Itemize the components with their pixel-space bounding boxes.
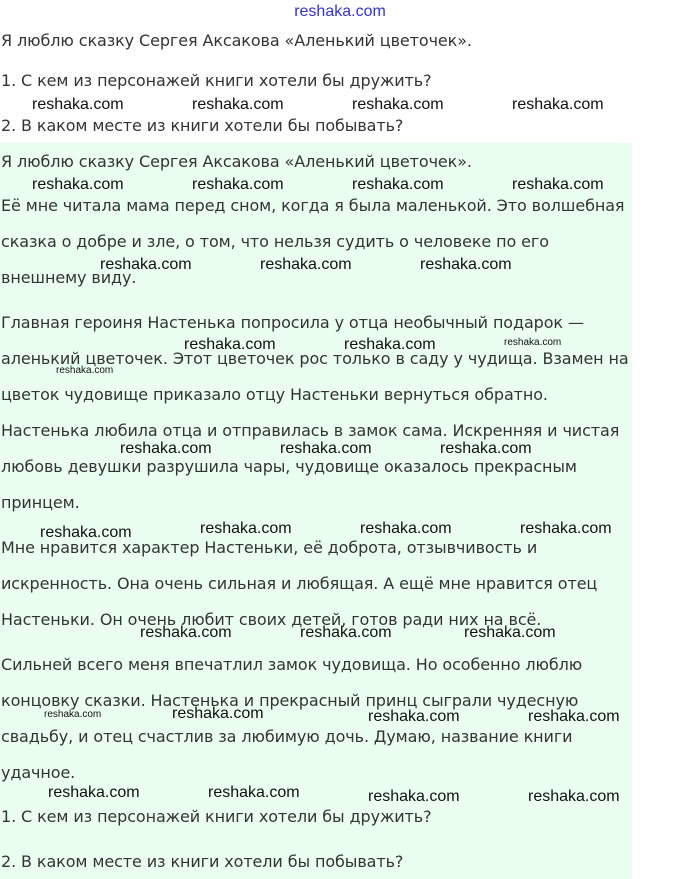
answer-panel <box>0 143 632 879</box>
answer-line: Настеньки. Он очень любит своих детей, готов ради них на всё. <box>1 610 542 629</box>
watermark: reshaka.com <box>100 256 192 273</box>
answer-line: свадьбу, и отец счастлив за любимую дочь. Думаю, название книги <box>1 727 573 746</box>
watermark: reshaka.com <box>528 788 620 805</box>
watermark: reshaka.com <box>352 96 444 113</box>
watermark: reshaka.com <box>464 624 556 641</box>
watermark: reshaka.com <box>352 176 444 193</box>
watermark: reshaka.com <box>512 176 604 193</box>
watermark: reshaka.com <box>368 788 460 805</box>
watermark: reshaka.com <box>344 336 436 353</box>
watermark: reshaka.com <box>44 709 102 720</box>
answer-line: любовь девушки разрушила чары, чудовище оказалось прекрасным <box>1 457 577 476</box>
answer-line: Настенька любила отца и отправилась в замок сама. Искренняя и чистая <box>1 421 620 440</box>
watermark: reshaka.com <box>280 440 372 457</box>
answer-line: аленький цветочек. Этот цветочек рос только в саду у чудища. Взамен на <box>1 349 629 368</box>
answer-line: 2. В каком месте из книги хотели бы побывать? <box>1 852 404 871</box>
task-question-2: 2. В каком месте из книги хотели бы побывать? <box>1 116 404 135</box>
answer-line: внешнему виду. <box>1 268 137 287</box>
watermark: reshaka.com <box>184 336 276 353</box>
answer-line: Я люблю сказку Сергея Аксакова «Аленький цветочек». <box>1 152 472 171</box>
watermark: reshaka.com <box>512 96 604 113</box>
watermark: reshaka.com <box>48 784 140 801</box>
answer-line: сказка о добре и зле, о том, что нельзя судить о человеке по его <box>1 232 549 251</box>
watermark: reshaka.com <box>368 708 460 725</box>
watermark: reshaka.com <box>520 520 612 537</box>
answer-line: принцем. <box>1 493 80 512</box>
watermark: reshaka.com <box>300 624 392 641</box>
watermark: reshaka.com <box>528 708 620 725</box>
answer-line: Главная героиня Настенька попросила у отца необычный подарок — <box>1 313 584 332</box>
watermark: reshaka.com <box>192 176 284 193</box>
watermark: reshaka.com <box>56 365 114 376</box>
answer-line: 1. С кем из персонажей книги хотели бы дружить? <box>1 807 432 826</box>
answer-line: удачное. <box>1 763 76 782</box>
watermark: reshaka.com <box>504 337 562 348</box>
watermark: reshaka.com <box>208 784 300 801</box>
answer-line: Сильней всего меня впечатлил замок чудовища. Но особенно люблю <box>1 655 583 674</box>
watermark: reshaka.com <box>140 624 232 641</box>
watermark: reshaka.com <box>172 705 264 722</box>
task-intro: Я люблю сказку Сергея Аксакова «Аленький цветочек». <box>1 31 472 50</box>
watermark: reshaka.com <box>192 96 284 113</box>
answer-line: Её мне читала мама перед сном, когда я была маленькой. Это волшебная <box>1 196 625 215</box>
watermark: reshaka.com <box>260 256 352 273</box>
watermark: reshaka.com <box>32 176 124 193</box>
answer-line: Мне нравится характер Настеньки, её доброта, отзывчивость и <box>1 538 538 557</box>
answer-line: цветок чудовище приказало отцу Настеньки вернуться обратно. <box>1 385 548 404</box>
site-header-link[interactable]: reshaka.com <box>294 3 386 20</box>
watermark: reshaka.com <box>32 96 124 113</box>
answer-line: искренность. Она очень сильная и любящая. А ещё мне нравится отец <box>1 574 598 593</box>
watermark: reshaka.com <box>420 256 512 273</box>
watermark: reshaka.com <box>440 440 532 457</box>
watermark: reshaka.com <box>120 440 212 457</box>
answer-line: концовку сказки. Настенька и прекрасный принц сыграли чудесную <box>1 691 579 710</box>
task-question-1: 1. С кем из персонажей книги хотели бы дружить? <box>1 71 432 90</box>
watermark: reshaka.com <box>200 520 292 537</box>
watermark: reshaka.com <box>40 524 132 541</box>
watermark: reshaka.com <box>360 520 452 537</box>
